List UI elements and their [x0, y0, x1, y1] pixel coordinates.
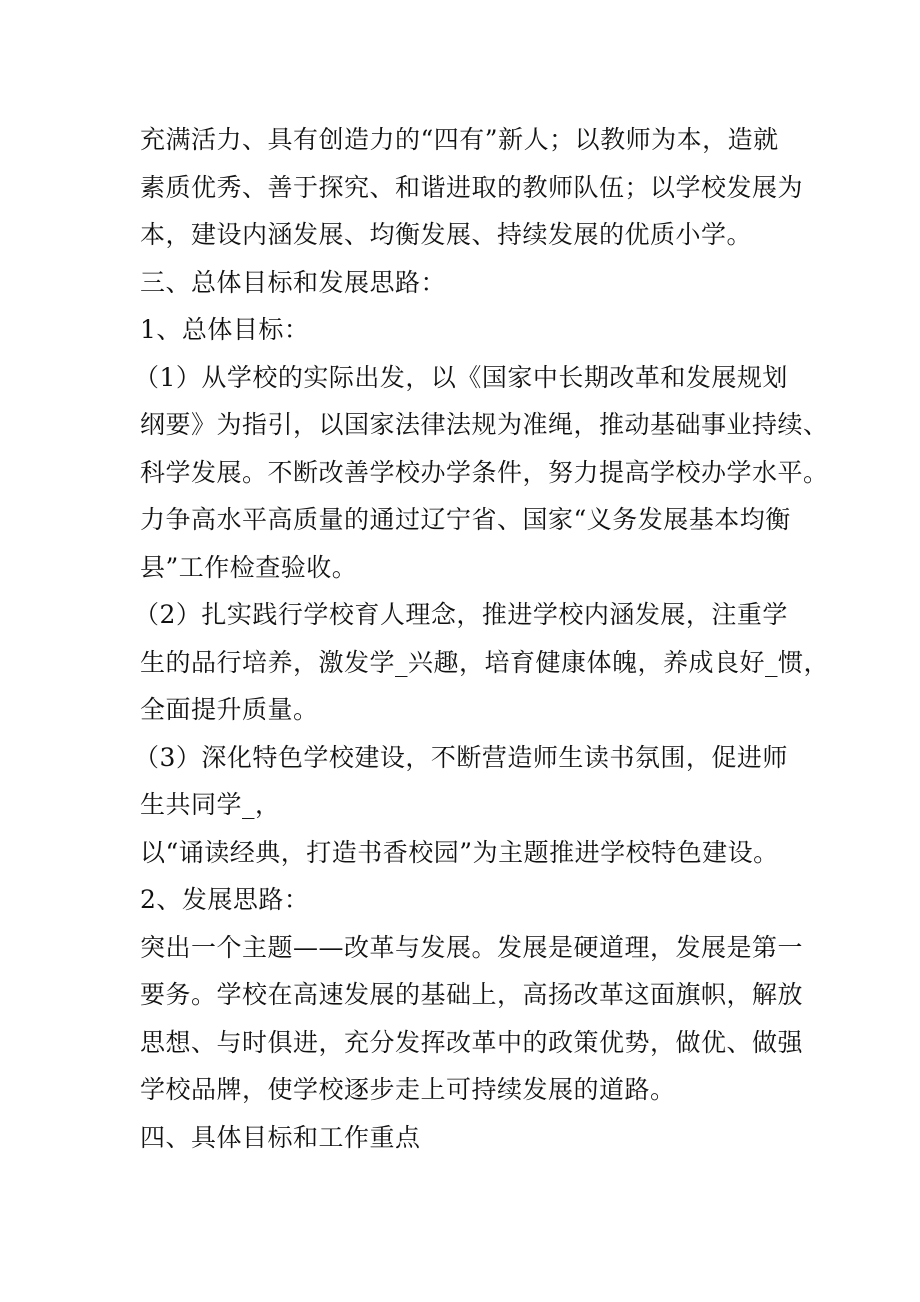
paragraph-line: 突出一个主题——改革与发展。发展是硬道理，发展是第一	[140, 932, 804, 962]
section-heading: 三、总体目标和发展思路：	[140, 267, 447, 297]
paragraph-line: 科学发展。不断改善学校办学条件，努力提高学校办学水平。	[140, 457, 829, 487]
subsection-heading: 2、发展思路：	[140, 885, 310, 914]
section-heading: 四、具体目标和工作重点	[140, 1122, 421, 1152]
paragraph-line: （2）扎实践行学校育人理念，推进学校内涵发展，注重学	[134, 600, 788, 629]
paragraph-line: 要务。学校在高速发展的基础上，高扬改革这面旗帜，解放	[140, 980, 804, 1009]
subsection-heading: 1、总体目标：	[140, 315, 310, 344]
paragraph-line: 生共同学_，	[140, 790, 281, 819]
paragraph-line: 县”工作检查验收。	[140, 552, 358, 582]
paragraph-line: 素质优秀、善于探究、和谐进取的教师队伍；以学校发展为	[140, 172, 804, 202]
paragraph-line: 充满活力、具有创造力的“四有”新人；以教师为本，造就	[140, 125, 779, 154]
paragraph-line: 思想、与时俱进，充分发挥改革中的政策优势，做优、做强	[140, 1027, 804, 1057]
paragraph-line: （1）从学校的实际出发，以《国家中长期改革和发展规划	[134, 362, 788, 392]
paragraph-line: 力争高水平高质量的通过辽宁省、国家“义务发展基本均衡	[140, 505, 791, 534]
paragraph-line: 以“诵读经典，打造书香校园”为主题推进学校特色建设。	[140, 837, 779, 867]
document-body	[134, 116, 830, 1161]
paragraph-line: 本，建设内涵发展、均衡发展、持续发展的优质小学。	[140, 220, 753, 249]
paragraph-line: （3）深化特色学校建设，不断营造师生读书氛围，促进师	[134, 742, 788, 772]
paragraph-line: 纲要》为指引，以国家法律法规为准绳，推动基础事业持续、	[140, 410, 829, 439]
paragraph-line: 全面提升质量。	[140, 695, 319, 724]
paragraph-line: 学校品牌，使学校逐步走上可持续发展的道路。	[140, 1075, 676, 1104]
paragraph-line: 生的品行培养，激发学_兴趣，培育健康体魄，养成良好_惯，	[140, 647, 830, 677]
